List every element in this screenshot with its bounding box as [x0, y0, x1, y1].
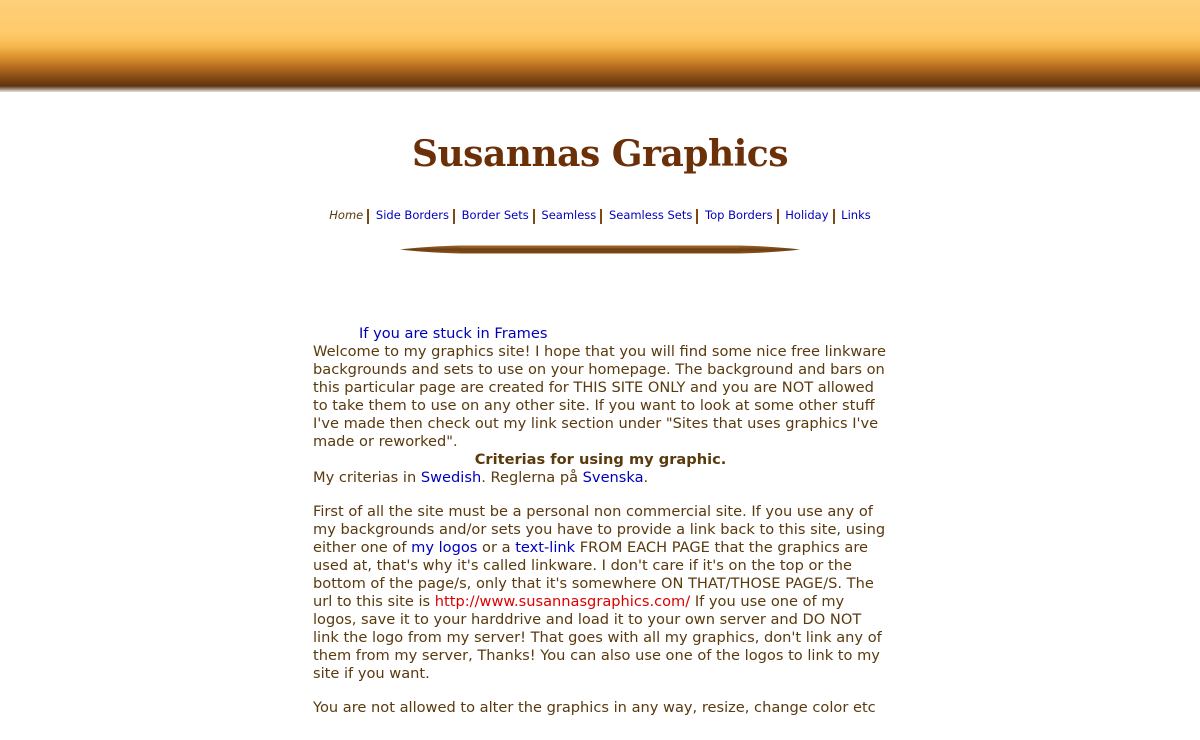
svenska-link[interactable]: Svenska	[582, 469, 644, 486]
text-link-link[interactable]: text-link	[515, 539, 576, 556]
rules-text: First of all the site must be a personal non commercial site. If you use any of my backgrounds and/or sets you have to provide a link back to this site, using either one of	[313, 503, 886, 556]
nav-home[interactable]: Home	[329, 208, 364, 222]
rules-text: FROM EACH PAGE that the graphics are used at, that's why it's called linkware. I don't care if it's on the top or the bottom of the page/s, only that it's somewhere ON THAT/THOSE PAGE/S. The url to this site is	[313, 539, 874, 610]
site-url-link[interactable]: http://www.susannasgraphics.com/	[434, 593, 691, 610]
nav-separator	[453, 209, 455, 224]
nav-seamless[interactable]: Seamless	[541, 208, 597, 222]
criteria-heading: Criterias for using my graphic.	[474, 451, 727, 468]
main-nav	[0, 208, 1200, 224]
frames-link[interactable]: If you are stuck in Frames	[359, 325, 548, 342]
my-logos-link[interactable]: my logos	[411, 539, 478, 556]
rules-paragraph	[313, 503, 888, 683]
nav-seamless-sets[interactable]: Seamless Sets	[608, 208, 693, 222]
criterias-text: .	[643, 469, 649, 486]
site-title: Susannas Graphics	[412, 133, 788, 175]
alter-rule-paragraph: You are not allowed to alter the graphics in any way, resize, change color etc	[313, 699, 876, 716]
criterias-text: My criterias in	[313, 469, 421, 486]
welcome-paragraph: Welcome to my graphics site! I hope that you will find some nice free linkware backgrounds and sets to use on your homepage. The background and bars on this particular page are created for THIS SITE ONLY and you are NOT allowed to take them to use on any other site. If you want to look at some other stuff I've made then check out my link section under "Sites that uses graphics I've made or reworked".	[313, 343, 886, 450]
rules-text: or a	[477, 539, 516, 556]
nav-separator	[777, 209, 779, 224]
criterias-text: . Reglerna på	[481, 469, 583, 486]
criterias-language-paragraph	[313, 469, 888, 487]
top-banner-bar	[0, 0, 1200, 92]
nav-side-borders[interactable]: Side Borders	[375, 208, 449, 222]
nav-separator	[533, 209, 535, 224]
rules-text: If you use one of my logos, save it to your harddrive and load it to your own server and DO NOT link the logo from my server! That goes with all my graphics, don't link any of them from my server, Thanks! You can also use one of the logos to link to my site if you want.	[313, 593, 882, 682]
decorative-divider-bar	[400, 244, 800, 255]
nav-holiday[interactable]: Holiday	[785, 208, 829, 222]
nav-separator	[600, 209, 602, 224]
nav-separator	[696, 209, 698, 224]
nav-separator	[367, 209, 369, 224]
swedish-link[interactable]: Swedish	[420, 469, 482, 486]
main-content	[313, 325, 888, 717]
nav-separator	[833, 209, 835, 224]
nav-top-borders[interactable]: Top Borders	[705, 208, 773, 222]
nav-border-sets[interactable]: Border Sets	[461, 208, 529, 222]
nav-links[interactable]: Links	[841, 208, 871, 222]
